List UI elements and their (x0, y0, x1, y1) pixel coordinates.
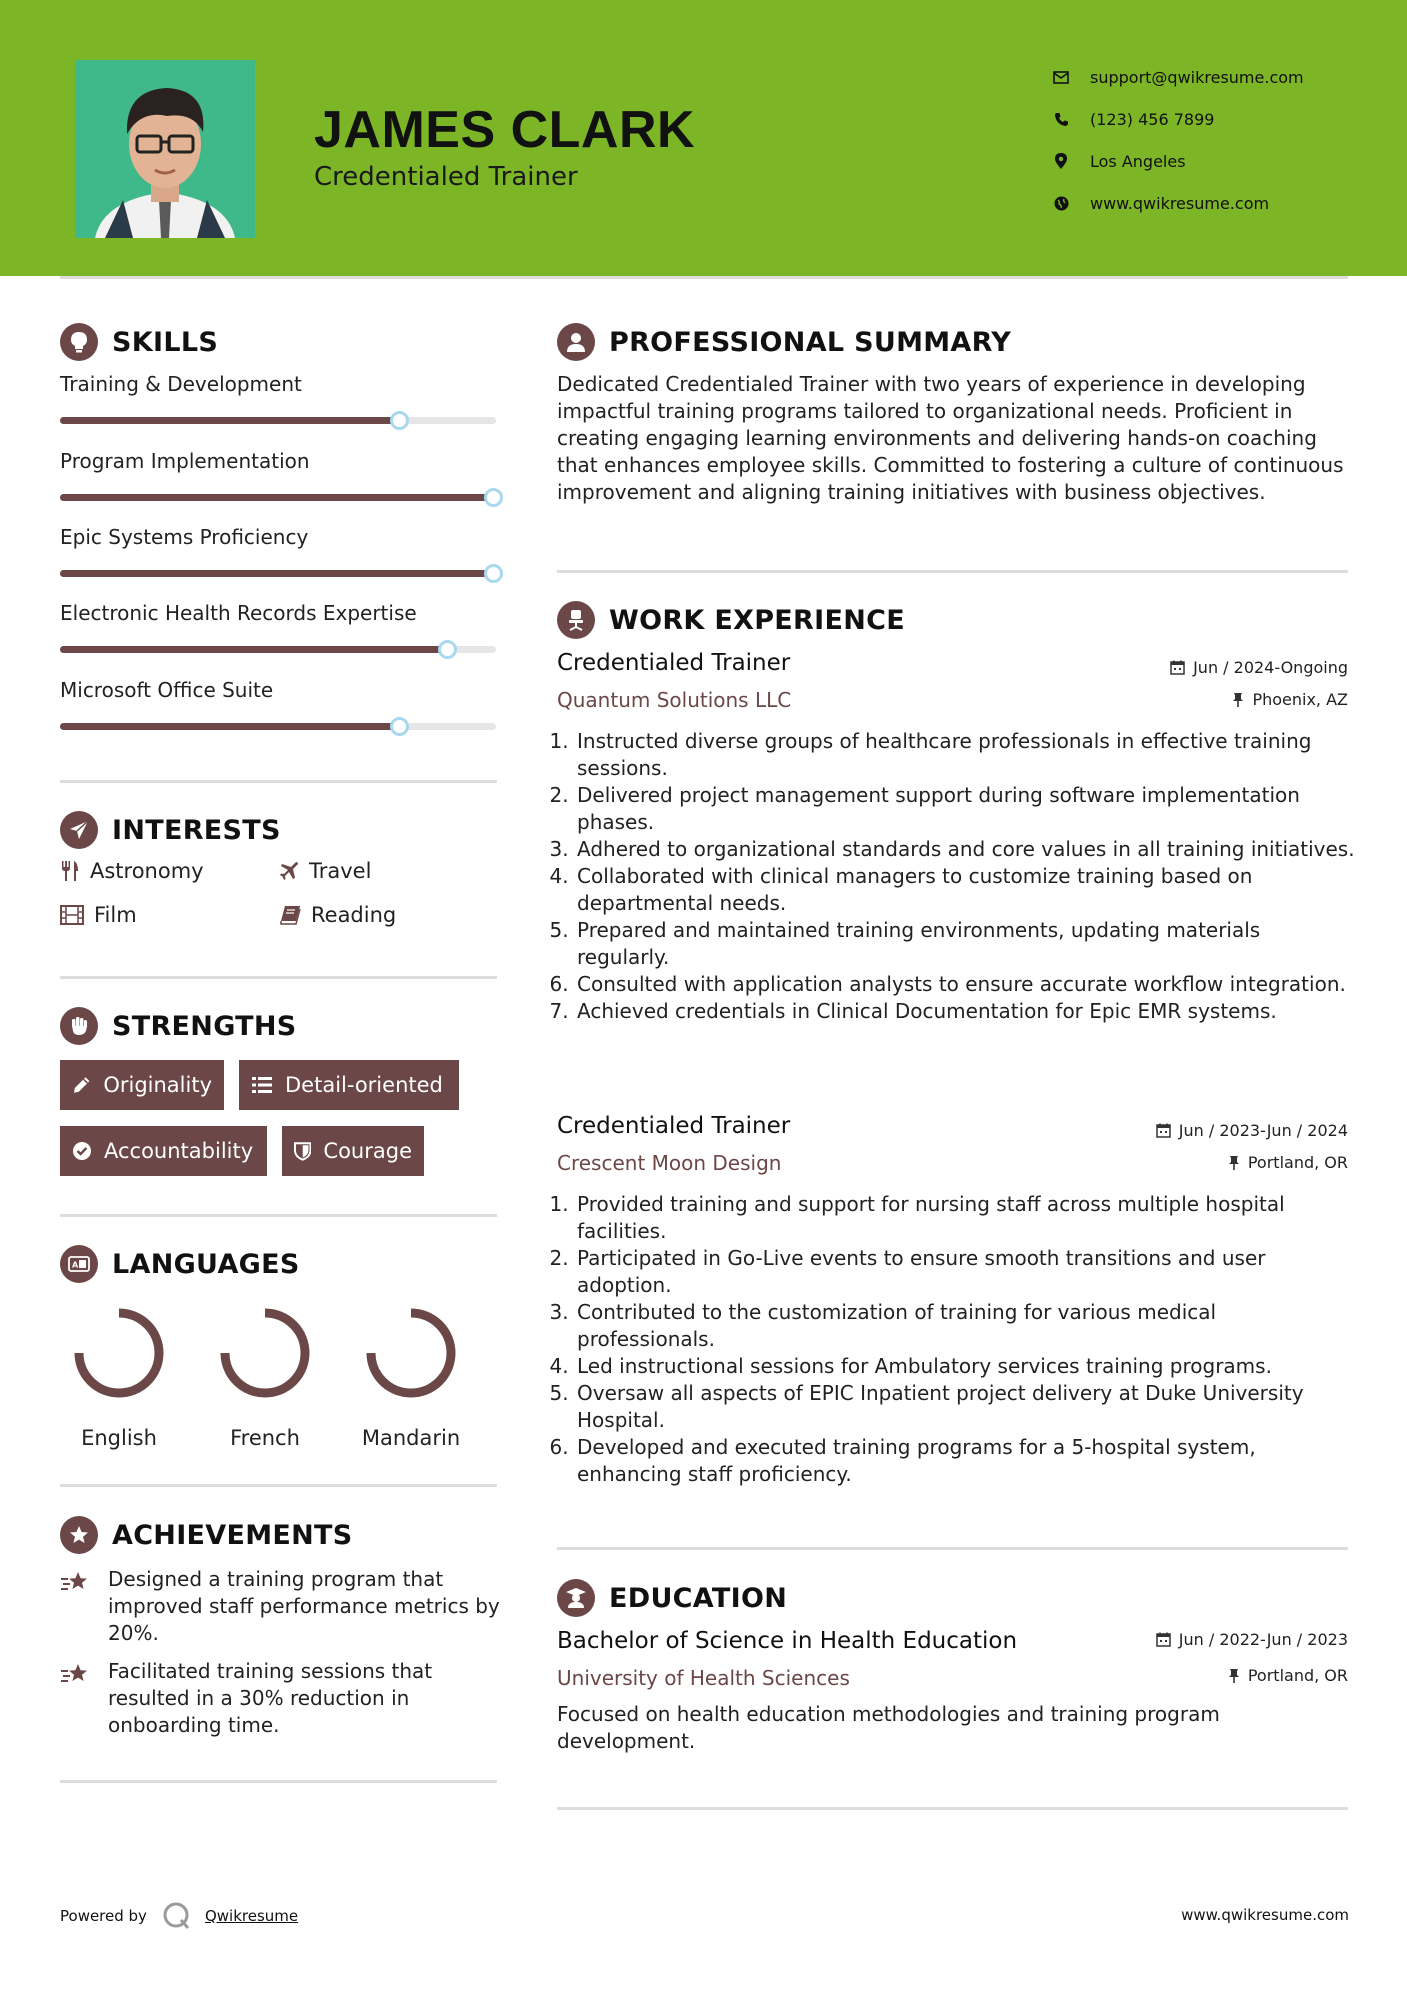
education-school: University of Health Sciences (557, 1666, 850, 1690)
achievement-text: Designed a training program that improved staff performance metrics by 20%. (108, 1567, 500, 1645)
job-location (1228, 1153, 1348, 1172)
education-title: EDUCATION (609, 1582, 788, 1614)
job-title: Credentialed Trainer (557, 1113, 791, 1139)
job-bullet: 3. Contributed to the customization of training for various medical professionals. (575, 1299, 1357, 1353)
skill-bar-fill (60, 646, 448, 653)
candidate-title: Credentialed Trainer (314, 162, 578, 192)
skill-bar-knob (390, 411, 409, 430)
education-location (1228, 1666, 1348, 1685)
interest-item (60, 903, 137, 927)
star-badge-icon (60, 1516, 98, 1554)
contact-location-text: Los Angeles (1090, 151, 1186, 171)
profile-photo (75, 60, 255, 238)
job-bullet: 4. Led instructional sessions for Ambulatory services training programs. (575, 1353, 1357, 1380)
header-banner (0, 0, 1407, 276)
contact-phone[interactable] (1050, 98, 1304, 140)
interest-item (279, 859, 371, 883)
experience-title: WORK EXPERIENCE (609, 604, 905, 636)
interest-label: Travel (309, 859, 372, 883)
languages-title: LANGUAGES (112, 1248, 300, 1280)
skill-bar (60, 570, 496, 577)
job-dates-text: Jun / 2023-Jun / 2024 (1178, 1121, 1348, 1140)
contact-phone-text: (123) 456 7899 (1090, 109, 1215, 129)
language-card-icon (60, 1245, 98, 1283)
language-ring (64, 1298, 174, 1408)
skills-heading (60, 323, 218, 361)
education-dates-text: Jun / 2022-Jun / 2023 (1178, 1630, 1348, 1649)
interest-label: Reading (311, 903, 397, 927)
check-circle-icon (72, 1141, 92, 1161)
job-bullet: 2. Participated in Go-Live events to ensure smooth transitions and user adoption. (575, 1245, 1357, 1299)
pin-icon (1232, 692, 1244, 708)
contact-location (1050, 140, 1304, 182)
language-ring-arc (79, 1313, 159, 1393)
education-degree: Bachelor of Science in Health Education (557, 1628, 1018, 1654)
calendar-icon (1156, 1632, 1171, 1647)
skill-bar-knob (484, 488, 503, 507)
skill-label: Training & Development (60, 372, 302, 396)
skill-bar-knob (484, 564, 503, 583)
achievement-item (60, 1658, 500, 1739)
footer-url[interactable]: www.qwikresume.com (1181, 1906, 1349, 1924)
paper-plane-icon (60, 811, 98, 849)
education-description: Focused on health education methodologies and training program development. (557, 1702, 1220, 1753)
job-bullet: 7. Achieved credentials in Clinical Documentation for Epic EMR systems. (575, 998, 1357, 1025)
graduate-icon (557, 1579, 595, 1617)
strength-chip (282, 1126, 424, 1176)
achievements-title: ACHIEVEMENTS (112, 1519, 353, 1551)
education-dates (1156, 1630, 1348, 1649)
summary-title: PROFESSIONAL SUMMARY (609, 326, 1012, 358)
contact-email[interactable] (1050, 56, 1304, 98)
skill-bar-fill (60, 494, 496, 501)
achievement-item (60, 1566, 500, 1647)
job-location-text: Portland, OR (1247, 1153, 1348, 1172)
strength-label: Detail-oriented (285, 1073, 443, 1097)
section-divider (60, 780, 497, 783)
language-label: French (230, 1426, 300, 1450)
job-company: Crescent Moon Design (557, 1151, 782, 1175)
summary-heading (557, 323, 1011, 361)
job-dates-text: Jun / 2024-Ongoing (1193, 658, 1348, 677)
shield-icon (294, 1141, 311, 1161)
skill-bar-fill (60, 417, 400, 424)
user-icon (557, 323, 595, 361)
job-bullets (557, 728, 1357, 1025)
interest-item (60, 859, 204, 883)
skill-bar (60, 494, 496, 501)
pin-icon (1228, 1668, 1240, 1684)
job-bullet: 4. Collaborated with clinical managers to customize training based on departmental needs. (575, 863, 1357, 917)
strength-label: Originality (103, 1073, 212, 1097)
lightbulb-icon (60, 323, 98, 361)
strengths-title: STRENGTHS (112, 1010, 297, 1042)
svg-text:A: A (72, 1260, 79, 1270)
skill-label: Epic Systems Proficiency (60, 525, 309, 549)
strengths-heading (60, 1007, 297, 1045)
calendar-icon (1156, 1123, 1171, 1138)
calendar-icon (1170, 660, 1185, 675)
summary-text: Dedicated Credentialed Trainer with two years of experience in developing impactful training programs tailored to organizational needs. Proficient in creating engaging learning environments and delivering hands-on coaching that enhances employee skills. Committed to fostering a culture of continuous improvement and aligning training initiatives with business objectives. (557, 372, 1344, 504)
job-bullet: 5. Prepared and maintained training environments, updating materials regularly. (575, 917, 1357, 971)
section-divider (557, 1547, 1348, 1550)
qwikresume-link[interactable]: Qwikresume (204, 1907, 299, 1925)
achievement-text: Facilitated training sessions that resulted in a 30% reduction in onboarding time. (108, 1659, 433, 1737)
globe-icon (1050, 192, 1072, 214)
job-bullet: 2. Delivered project management support during software implementation phases. (575, 782, 1357, 836)
plane-icon (279, 861, 299, 881)
strength-chip (60, 1060, 224, 1110)
language-item (64, 1298, 174, 1450)
film-icon (60, 905, 84, 925)
strength-label: Accountability (104, 1139, 254, 1163)
skill-bar (60, 723, 496, 730)
job-title: Credentialed Trainer (557, 650, 791, 676)
section-divider (60, 976, 497, 979)
job-dates (1156, 1121, 1348, 1140)
job-bullet: 6. Developed and executed training programs for a 5-hospital system, enhancing staff proficiency. (575, 1434, 1357, 1488)
book-icon (279, 905, 301, 925)
languages-heading (60, 1245, 300, 1283)
interest-label: Astronomy (90, 859, 204, 883)
interest-label: Film (94, 903, 137, 927)
section-divider (60, 1484, 497, 1487)
job-bullet: 5. Oversaw all aspects of EPIC Inpatient project delivery at Duke University Hospital. (575, 1380, 1357, 1434)
office-chair-icon (557, 601, 595, 639)
skill-bar-fill (60, 570, 496, 577)
skills-title: SKILLS (112, 326, 219, 358)
pin-icon (1228, 1155, 1240, 1171)
list-icon (251, 1076, 273, 1094)
job-company: Quantum Solutions LLC (557, 688, 792, 712)
education-location-text: Portland, OR (1247, 1666, 1348, 1685)
skill-bar (60, 417, 496, 424)
interests-heading (60, 811, 281, 849)
skill-bar-fill (60, 723, 400, 730)
fist-icon (60, 1007, 98, 1045)
candidate-name: JAMES CLARK (314, 101, 696, 159)
skill-bar (60, 646, 496, 653)
job-bullet: 6. Consulted with application analysts to ensure accurate workflow integration. (575, 971, 1357, 998)
skill-label: Microsoft Office Suite (60, 678, 274, 702)
star-icon (60, 1570, 92, 1594)
job-bullet: 1. Instructed diverse groups of healthcare professionals in effective training sessions. (575, 728, 1357, 782)
job-dates (1170, 658, 1348, 677)
strength-chip (60, 1126, 267, 1176)
cutlery-icon (60, 860, 80, 882)
skill-label: Program Implementation (60, 449, 310, 473)
powered-by-text: Powered by (60, 1907, 147, 1925)
interests-title: INTERESTS (112, 814, 281, 846)
pencil-icon (72, 1075, 91, 1095)
contact-email-text: support@qwikresume.com (1090, 67, 1304, 87)
experience-heading (557, 601, 905, 639)
section-divider (557, 570, 1348, 573)
section-divider (60, 1780, 497, 1783)
location-icon (1050, 150, 1072, 172)
job-location-text: Phoenix, AZ (1252, 690, 1348, 709)
job-bullets (557, 1191, 1357, 1488)
job-bullet: 3. Adhered to organizational standards and core values in all training initiatives. (575, 836, 1357, 863)
contact-list (1050, 56, 1304, 224)
section-divider (60, 1214, 497, 1217)
language-ring-arc (371, 1313, 451, 1393)
language-item (210, 1298, 320, 1450)
skill-label: Electronic Health Records Expertise (60, 601, 417, 625)
interest-item (279, 903, 396, 927)
contact-website[interactable] (1050, 182, 1304, 224)
language-label: Mandarin (361, 1426, 461, 1450)
strength-chip (239, 1060, 459, 1110)
header-divider (60, 276, 1348, 279)
skill-bar-knob (438, 640, 457, 659)
language-item (356, 1298, 466, 1450)
qwikresume-logo-icon (161, 1900, 193, 1932)
job-location (1232, 690, 1348, 709)
phone-icon (1050, 108, 1072, 130)
language-ring (210, 1298, 320, 1408)
footer-powered-by (60, 1900, 298, 1932)
achievements-heading (60, 1516, 353, 1554)
education-heading (557, 1579, 787, 1617)
star-icon (60, 1662, 92, 1686)
language-label: English (81, 1426, 157, 1450)
language-ring-arc (225, 1313, 305, 1393)
skill-bar-knob (390, 717, 409, 736)
section-divider (557, 1807, 1348, 1810)
contact-website-text: www.qwikresume.com (1090, 193, 1270, 213)
envelope-icon (1050, 66, 1072, 88)
job-bullet: 1. Provided training and support for nursing staff across multiple hospital facilities. (575, 1191, 1357, 1245)
strength-label: Courage (323, 1139, 412, 1163)
language-ring (356, 1298, 466, 1408)
